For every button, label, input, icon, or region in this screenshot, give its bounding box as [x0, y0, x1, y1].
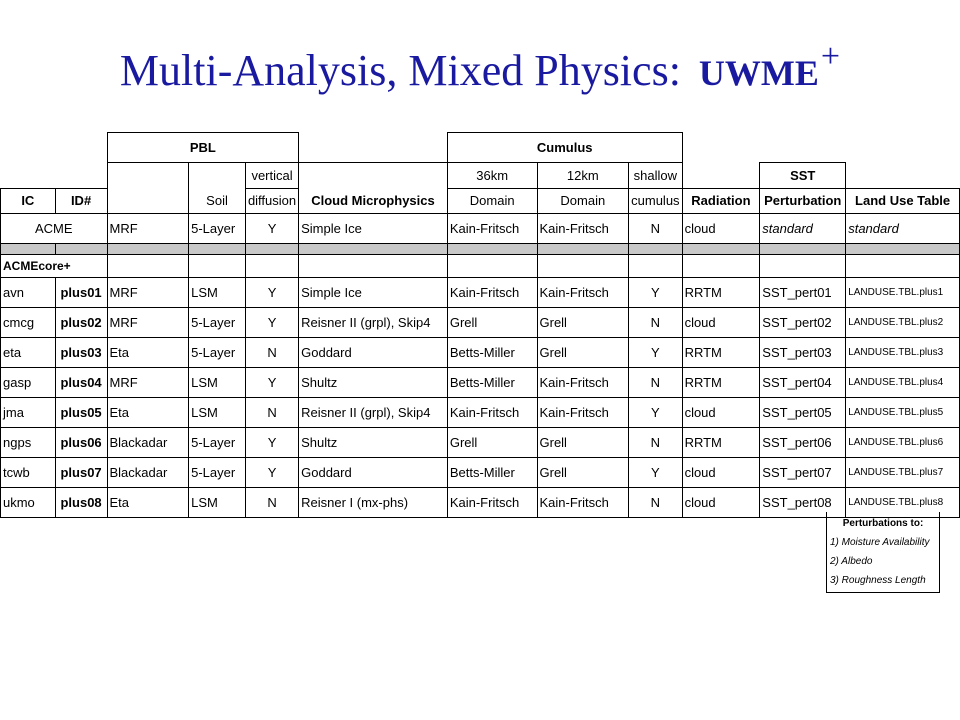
header-vertical: vertical	[245, 162, 298, 188]
cell-soil: 5-Layer	[189, 337, 246, 367]
slide-title	[0, 38, 960, 96]
cell-vdiff: Y	[245, 457, 298, 487]
acme-rad: cloud	[682, 213, 760, 243]
cell-pbl: MRF	[107, 277, 189, 307]
cell-rad: cloud	[682, 487, 760, 517]
cell-ic: jma	[1, 397, 56, 427]
perturbation-item: 1) Moisture Availability	[830, 537, 930, 548]
cell-micro: Reisner II (grpl), Skip4	[299, 307, 448, 337]
cell-c12: Grell	[537, 457, 629, 487]
cell-pbl: Blackadar	[107, 457, 189, 487]
member-rows	[1, 277, 960, 517]
acme-ic: ACME	[1, 213, 108, 243]
cell-shallow: N	[629, 427, 682, 457]
cell-landuse: LANDUSE.TBL.plus6	[846, 427, 960, 457]
cell-landuse: LANDUSE.TBL.plus7	[846, 457, 960, 487]
cell-shallow: Y	[629, 277, 682, 307]
cell-shallow: N	[629, 487, 682, 517]
cell-soil: 5-Layer	[189, 307, 246, 337]
cell-sst: SST_pert05	[760, 397, 846, 427]
cell-c12: Grell	[537, 337, 629, 367]
cell-sst: SST_pert04	[760, 367, 846, 397]
header-row-3	[1, 188, 960, 213]
cell-id: plus04	[55, 367, 107, 397]
acme-vdiff: Y	[245, 213, 298, 243]
table-row	[1, 487, 960, 517]
cell-sst: SST_pert06	[760, 427, 846, 457]
cell-rad: RRTM	[682, 427, 760, 457]
cell-c36: Grell	[447, 307, 537, 337]
cell-vdiff: Y	[245, 307, 298, 337]
cell-micro: Reisner II (grpl), Skip4	[299, 397, 448, 427]
cell-soil: LSM	[189, 397, 246, 427]
cell-landuse: LANDUSE.TBL.plus2	[846, 307, 960, 337]
cell-pbl: Eta	[107, 337, 189, 367]
header-radiation: Radiation	[682, 188, 760, 213]
cell-landuse: LANDUSE.TBL.plus4	[846, 367, 960, 397]
header-domain-36: Domain	[447, 188, 537, 213]
cell-c12: Kain-Fritsch	[537, 367, 629, 397]
cell-ic: avn	[1, 277, 56, 307]
cell-vdiff: N	[245, 397, 298, 427]
acme-c36: Kain-Fritsch	[447, 213, 537, 243]
cell-c12: Kain-Fritsch	[537, 277, 629, 307]
header-land-use: Land Use Table	[846, 188, 960, 213]
acme-row	[1, 213, 960, 243]
cell-vdiff: Y	[245, 427, 298, 457]
table-row	[1, 337, 960, 367]
perturbations-note	[826, 512, 940, 593]
cell-c36: Kain-Fritsch	[447, 277, 537, 307]
header-36km: 36km	[447, 162, 537, 188]
group-header-row	[1, 133, 960, 163]
cell-sst: SST_pert01	[760, 277, 846, 307]
cell-ic: gasp	[1, 367, 56, 397]
cell-pbl: MRF	[107, 307, 189, 337]
cell-landuse: LANDUSE.TBL.plus8	[846, 487, 960, 517]
acme-pbl: MRF	[107, 213, 189, 243]
cell-c36: Betts-Miller	[447, 337, 537, 367]
header-ic: IC	[1, 188, 56, 213]
cell-shallow: N	[629, 367, 682, 397]
header-cloud-microphysics: Cloud Microphysics	[299, 188, 448, 213]
title-brand: UWME	[698, 53, 819, 93]
cell-rad: cloud	[682, 457, 760, 487]
table-row	[1, 397, 960, 427]
header-shallow: shallow	[629, 162, 682, 188]
cell-soil: LSM	[189, 367, 246, 397]
cell-ic: ukmo	[1, 487, 56, 517]
cell-soil: LSM	[189, 487, 246, 517]
acme-landuse: standard	[846, 213, 960, 243]
cell-c36: Kain-Fritsch	[447, 397, 537, 427]
acmecore-row	[1, 254, 960, 277]
cell-pbl: Blackadar	[107, 427, 189, 457]
cell-c36: Kain-Fritsch	[447, 487, 537, 517]
cell-shallow: N	[629, 307, 682, 337]
cell-ic: eta	[1, 337, 56, 367]
group-pbl: PBL	[107, 133, 299, 163]
cell-vdiff: Y	[245, 367, 298, 397]
cell-micro: Goddard	[299, 457, 448, 487]
cell-micro: Shultz	[299, 367, 448, 397]
title-main: Multi-Analysis, Mixed Physics:	[119, 46, 681, 95]
cell-sst: SST_pert02	[760, 307, 846, 337]
cell-c12: Grell	[537, 427, 629, 457]
cell-id: plus05	[55, 397, 107, 427]
title-superscript: +	[820, 38, 841, 75]
cell-vdiff: N	[245, 337, 298, 367]
cell-id: plus08	[55, 487, 107, 517]
cell-pbl: MRF	[107, 367, 189, 397]
header-cumulus: cumulus	[629, 188, 682, 213]
table-row	[1, 277, 960, 307]
table-row	[1, 307, 960, 337]
cell-micro: Reisner I (mx-phs)	[299, 487, 448, 517]
cell-id: plus01	[55, 277, 107, 307]
cell-landuse: LANDUSE.TBL.plus1	[846, 277, 960, 307]
cell-rad: cloud	[682, 307, 760, 337]
cell-micro: Shultz	[299, 427, 448, 457]
cell-soil: 5-Layer	[189, 457, 246, 487]
cell-c36: Betts-Miller	[447, 457, 537, 487]
cell-shallow: Y	[629, 337, 682, 367]
cell-soil: LSM	[189, 277, 246, 307]
header-sst: SST	[760, 162, 846, 188]
cell-ic: cmcg	[1, 307, 56, 337]
header-id: ID#	[55, 188, 107, 213]
cell-rad: RRTM	[682, 337, 760, 367]
cell-id: plus02	[55, 307, 107, 337]
acme-c12: Kain-Fritsch	[537, 213, 629, 243]
cell-id: plus03	[55, 337, 107, 367]
header-row-2	[1, 162, 960, 188]
cell-c12: Grell	[537, 307, 629, 337]
perturbation-item: 2) Albedo	[830, 556, 873, 567]
header-diffusion: diffusion	[245, 188, 298, 213]
cell-rad: RRTM	[682, 277, 760, 307]
cell-pbl: Eta	[107, 487, 189, 517]
cell-id: plus07	[55, 457, 107, 487]
header-perturbation: Perturbation	[760, 188, 846, 213]
cell-rad: cloud	[682, 397, 760, 427]
acme-sst: standard	[760, 213, 846, 243]
cell-shallow: Y	[629, 457, 682, 487]
cell-sst: SST_pert08	[760, 487, 846, 517]
cell-c12: Kain-Fritsch	[537, 397, 629, 427]
table-row	[1, 367, 960, 397]
header-12km: 12km	[537, 162, 629, 188]
cell-micro: Simple Ice	[299, 277, 448, 307]
cell-micro: Goddard	[299, 337, 448, 367]
cell-pbl: Eta	[107, 397, 189, 427]
cell-vdiff: N	[245, 487, 298, 517]
group-cumulus: Cumulus	[447, 133, 682, 163]
acme-soil: 5-Layer	[189, 213, 246, 243]
perturbation-item: 3) Roughness Length	[830, 575, 926, 586]
cell-id: plus06	[55, 427, 107, 457]
table-row	[1, 427, 960, 457]
acme-shallow: N	[629, 213, 682, 243]
cell-soil: 5-Layer	[189, 427, 246, 457]
cell-ic: tcwb	[1, 457, 56, 487]
cell-shallow: Y	[629, 397, 682, 427]
cell-c12: Kain-Fritsch	[537, 487, 629, 517]
header-domain-12: Domain	[537, 188, 629, 213]
cell-rad: RRTM	[682, 367, 760, 397]
acmecore-label: ACMEcore+	[1, 254, 108, 277]
cell-sst: SST_pert03	[760, 337, 846, 367]
cell-c36: Betts-Miller	[447, 367, 537, 397]
table-row	[1, 457, 960, 487]
cell-landuse: LANDUSE.TBL.plus3	[846, 337, 960, 367]
cell-sst: SST_pert07	[760, 457, 846, 487]
header-soil: Soil	[189, 188, 246, 213]
cell-ic: ngps	[1, 427, 56, 457]
perturbations-heading: Perturbations to:	[842, 518, 924, 529]
acme-micro: Simple Ice	[299, 213, 448, 243]
ensemble-table	[0, 132, 960, 518]
cell-vdiff: Y	[245, 277, 298, 307]
separator-row	[1, 243, 960, 254]
cell-landuse: LANDUSE.TBL.plus5	[846, 397, 960, 427]
cell-c36: Grell	[447, 427, 537, 457]
